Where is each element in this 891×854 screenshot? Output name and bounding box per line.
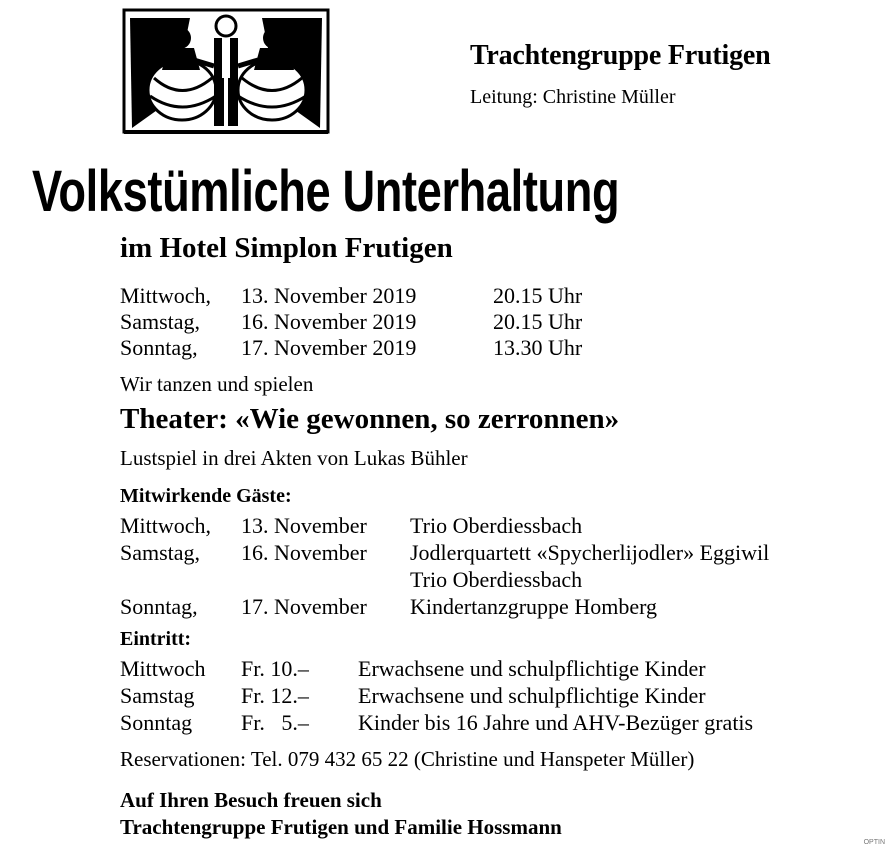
guest-day: Sonntag, [120,594,198,619]
leader-line: Leitung: Christine Müller [470,86,676,108]
schedule-day: Samstag, [120,309,201,334]
admission-label: Eintritt: [120,628,192,650]
guest-act: Trio Oberdiessbach [410,567,583,592]
admission-desc: Erwachsene und schulpflichtige Kinder [358,656,706,681]
guest-day: Samstag, [120,540,201,565]
guest-act: Jodlerquartett «Spycherlijodler» Eggiwil [410,540,770,565]
costumed-dancers-illustration-icon [120,8,332,136]
admission-desc: Erwachsene und schulpflichtige Kinder [358,683,706,708]
schedule-time: 20.15 Uhr [493,283,583,308]
admission-day: Sonntag [120,710,193,735]
admission-price: Fr. 5.– [241,710,309,735]
guest-date: 13. November [241,513,367,538]
theater-subtitle: Lustspiel in drei Akten von Lukas Bühler [120,446,468,470]
guest-date: 16. November [241,540,367,565]
guest-date: 17. November [241,594,367,619]
closing-line-1: Auf Ihren Besuch freuen sich [120,788,382,812]
admission-desc: Kinder bis 16 Jahre und AHV-Bezüger gratis [358,710,754,735]
page-title: Volkstümliche Unterhaltung [32,159,620,224]
guests-label: Mitwirkende Gäste: [120,485,292,507]
guest-act: Trio Oberdiessbach [410,513,583,538]
guest-day: Mittwoch, [120,513,212,538]
schedule-day: Mittwoch, [120,283,212,308]
reservations-line: Reservationen: Tel. 079 432 65 22 (Christine und Hanspeter Müller) [120,747,695,771]
admission-day: Mittwoch [120,656,206,681]
intro-line: Wir tanzen und spielen [120,372,314,396]
schedule-date: 16. November 2019 [241,309,417,334]
organization-name: Trachtengruppe Frutigen [470,40,771,71]
theater-title: Theater: «Wie gewonnen, so zerronnen» [120,403,620,435]
schedule-time: 20.15 Uhr [493,309,583,334]
schedule-date: 17. November 2019 [241,335,417,360]
corner-mark: OPTIN [863,839,885,846]
schedule-time: 13.30 Uhr [493,335,583,360]
venue-line: im Hotel Simplon Frutigen [120,232,453,264]
admission-price: Fr. 10.– [241,656,309,681]
closing-line-2: Trachtengruppe Frutigen und Familie Hossmann [120,815,562,839]
admission-day: Samstag [120,683,195,708]
admission-price: Fr. 12.– [241,683,309,708]
schedule-day: Sonntag, [120,335,198,360]
schedule-date: 13. November 2019 [241,283,417,308]
guest-act: Kindertanzgruppe Homberg [410,594,658,619]
